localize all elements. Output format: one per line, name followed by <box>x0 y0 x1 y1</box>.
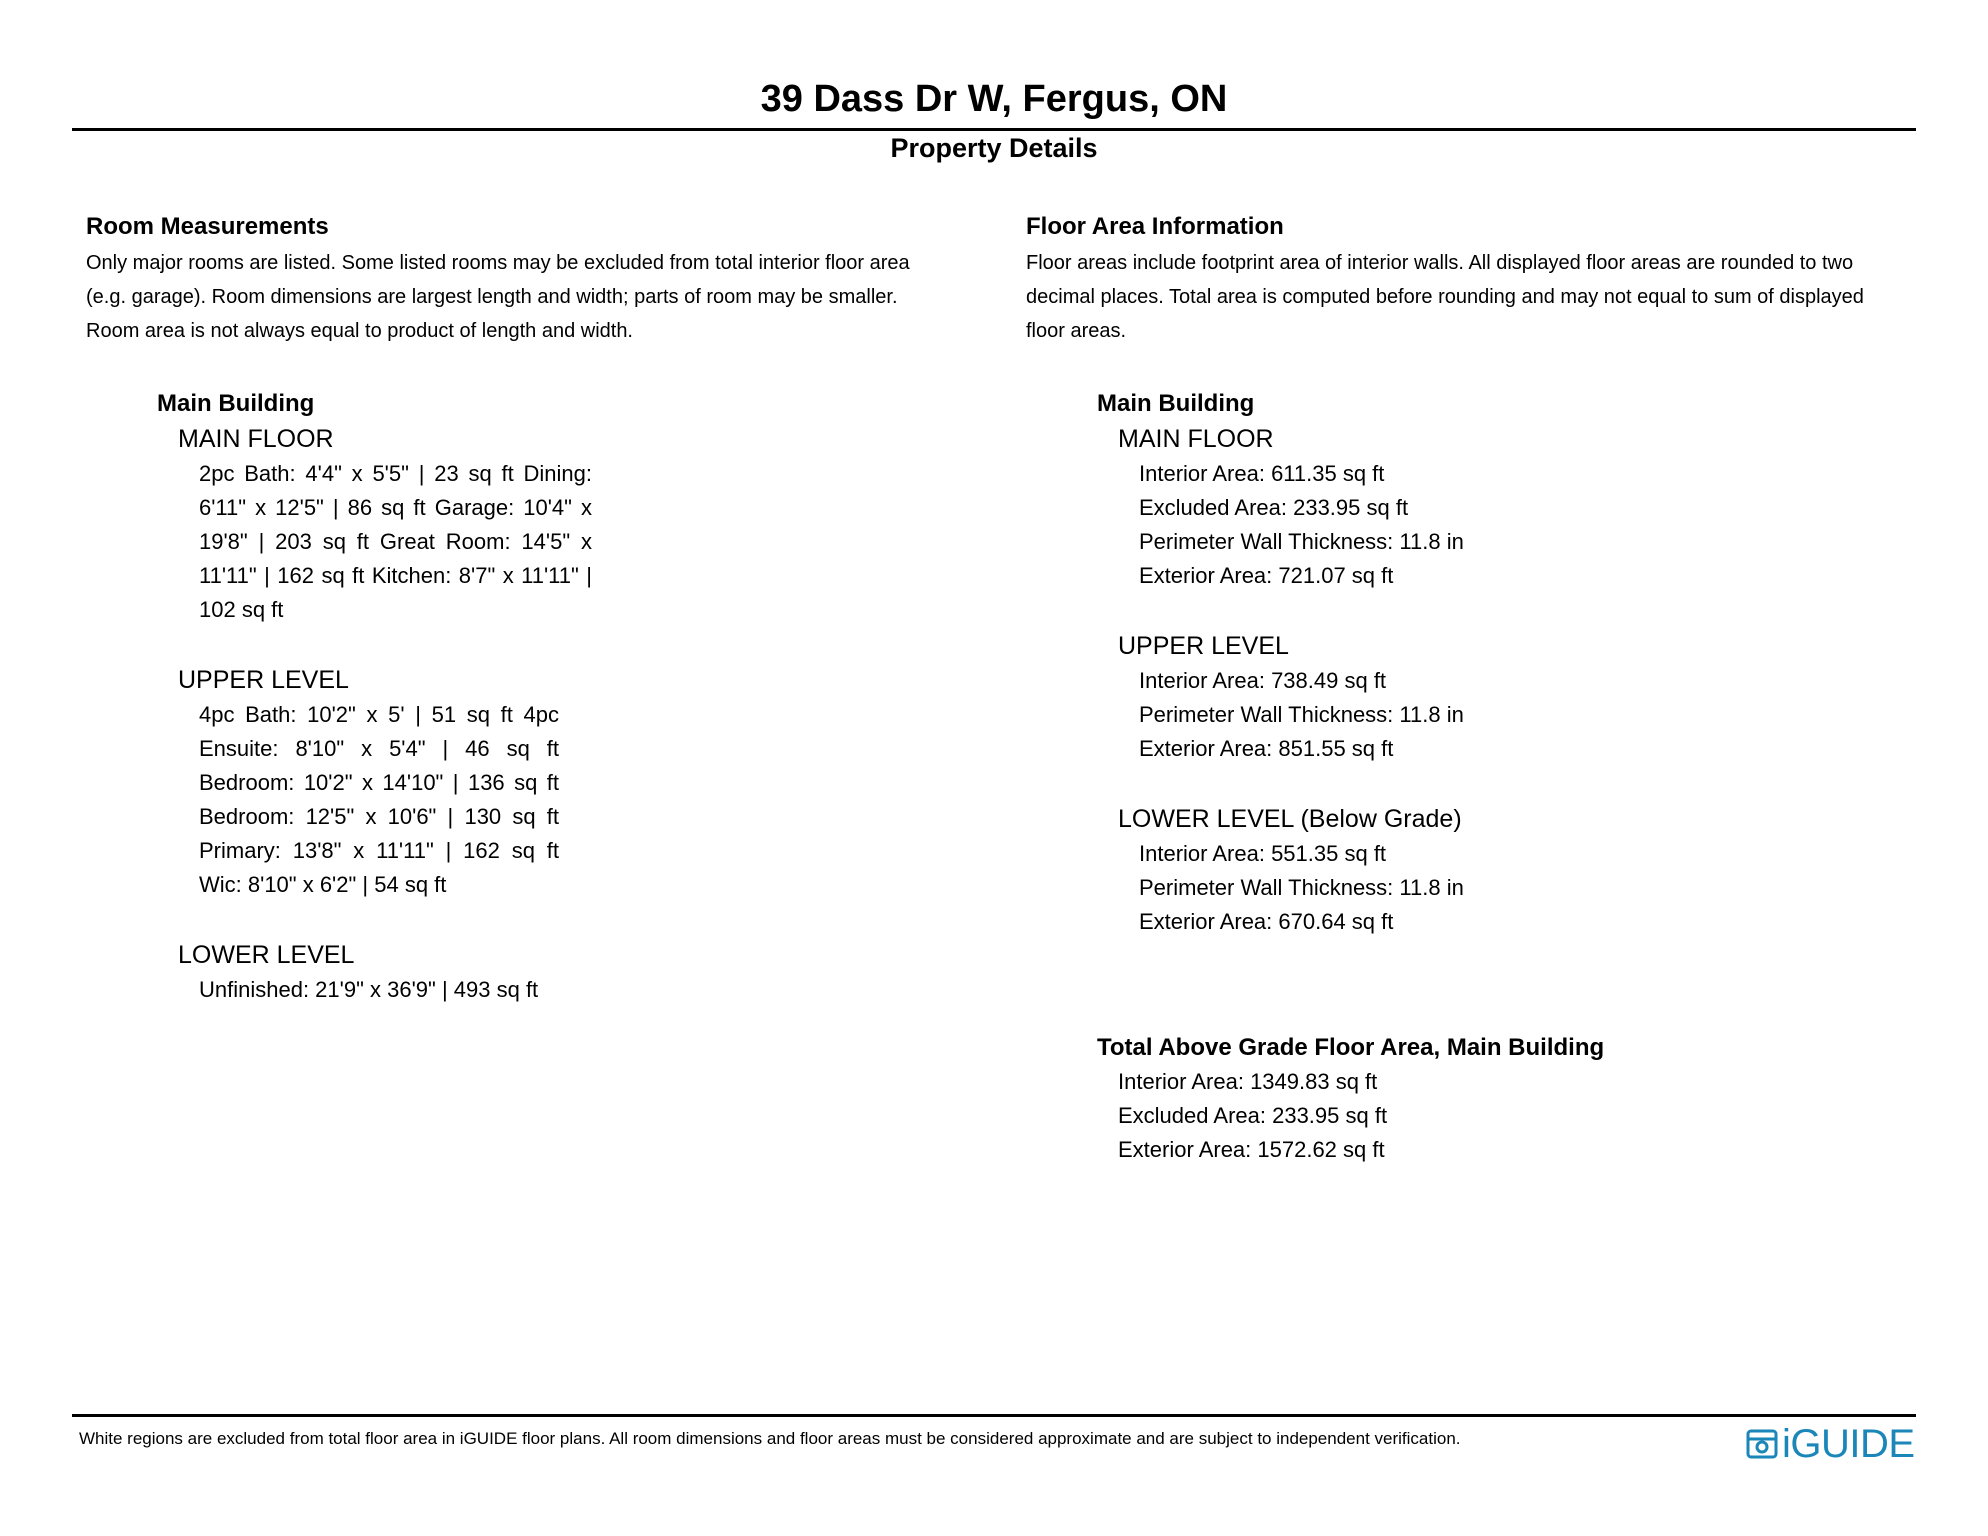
level-heading: UPPER LEVEL <box>1118 632 1289 660</box>
room-entry: Kitchen: 8'7" x 11'11" | 102 sq ft <box>199 563 592 622</box>
area-line: Perimeter Wall Thickness: 11.8 in <box>1139 702 1464 727</box>
page-title: 39 Dass Dr W, Fergus, ON <box>760 78 1228 120</box>
floor-area-section <box>1026 212 1946 348</box>
level-lower-level <box>178 939 599 1007</box>
description-line: Only major rooms are listed. Some listed rooms may be excluded from total interior floor area <box>86 252 910 274</box>
area-line: Interior Area: 551.35 sq ft <box>1139 841 1387 866</box>
room-entry: 2pc Bath: 4'4" x 5'5" | 23 sq ft <box>199 461 514 486</box>
room-entry: Bedroom: 10'2" x 14'10" | 136 sq ft <box>199 770 559 795</box>
logo-text: iGUIDE <box>1782 1422 1915 1466</box>
area-line: Excluded Area: 233.95 sq ft <box>1139 495 1409 520</box>
level-heading: MAIN FLOOR <box>1118 425 1274 453</box>
floor-area-description <box>1026 246 1946 348</box>
level-upper-level <box>178 664 599 902</box>
room-entry: Unfinished: 21'9" x 36'9" | 493 sq ft <box>199 977 539 1002</box>
area-line: Interior Area: 738.49 sq ft <box>1139 668 1387 693</box>
total-area-heading: Total Above Grade Floor Area, Main Building <box>1097 1034 1605 1061</box>
room-measurements-section <box>86 212 1006 348</box>
building-heading: Main Building <box>1097 390 1255 417</box>
level-heading: MAIN FLOOR <box>178 425 334 453</box>
level-heading: LOWER LEVEL (Below Grade) <box>1118 805 1462 833</box>
level-main-floor <box>178 423 599 627</box>
room-entry: 4pc Ensuite: 8'10" x 5'4" | 46 sq ft <box>199 702 559 761</box>
area-line: Perimeter Wall Thickness: 11.8 in <box>1139 529 1464 554</box>
area-line: Excluded Area: 233.95 sq ft <box>1118 1103 1388 1128</box>
room-measurements-heading: Room Measurements <box>86 213 329 240</box>
header-divider <box>72 128 1916 131</box>
area-line: Exterior Area: 851.55 sq ft <box>1139 736 1394 761</box>
floor-area-heading: Floor Area Information <box>1026 213 1284 240</box>
area-line: Perimeter Wall Thickness: 11.8 in <box>1139 875 1464 900</box>
room-building-block <box>157 389 599 1007</box>
area-line: Interior Area: 1349.83 sq ft <box>1118 1069 1378 1094</box>
room-entry: Bedroom: 12'5" x 10'6" | 130 sq ft <box>199 804 559 829</box>
room-entry: 4pc Bath: 10'2" x 5' | 51 sq ft <box>199 702 513 727</box>
area-lines <box>1139 457 1464 593</box>
area-lines <box>1139 664 1464 766</box>
room-entry: Great Room: 14'5" x 11'11" | 162 sq ft <box>199 529 592 588</box>
description-line: Floor areas include footprint area of interior walls. All displayed floor areas are rounded to two <box>1026 252 1854 274</box>
room-measurements-description <box>86 246 1006 348</box>
room-entry: Dining: 6'11" x 12'5" | 86 sq ft <box>199 461 592 520</box>
description-line: Room area is not always equal to product of length and width. <box>86 320 633 342</box>
description-line: floor areas. <box>1026 320 1127 342</box>
area-line: Interior Area: 611.35 sq ft <box>1139 461 1385 486</box>
area-line: Exterior Area: 670.64 sq ft <box>1139 909 1394 934</box>
footer-divider <box>72 1414 1916 1417</box>
footer-disclaimer: White regions are excluded from total floor area in iGUIDE floor plans. All room dimensions and floor areas must be considered approximate and are subject to independent verification. <box>79 1429 1461 1448</box>
room-entry: Wic: 8'10" x 6'2" | 54 sq ft <box>199 872 447 897</box>
description-line: decimal places. Total area is computed before rounding and may not equal to sum of displayed <box>1026 286 1864 308</box>
level-heading: UPPER LEVEL <box>178 666 349 694</box>
area-level-main-floor <box>1118 423 1464 593</box>
room-entry: Garage: 10'4" x 19'8" | 203 sq ft <box>199 495 592 554</box>
camera-box-icon <box>1746 1428 1778 1460</box>
area-line: Exterior Area: 1572.62 sq ft <box>1118 1137 1385 1162</box>
area-level-upper-level <box>1118 630 1464 766</box>
building-heading: Main Building <box>157 390 315 417</box>
area-line: Exterior Area: 721.07 sq ft <box>1139 563 1394 588</box>
room-entry: Primary: 13'8" x 11'11" | 162 sq ft <box>199 838 559 863</box>
room-list <box>199 973 599 1007</box>
total-area-block <box>1097 1033 1604 1167</box>
area-level-lower-level <box>1118 803 1464 939</box>
description-line: (e.g. garage). Room dimensions are largest length and width; parts of room may be smaller. <box>86 286 898 308</box>
area-lines <box>1139 837 1464 939</box>
level-heading: LOWER LEVEL <box>178 941 355 969</box>
floor-area-building-block <box>1097 389 1464 939</box>
iguide-logo <box>1746 1422 1915 1466</box>
page-subtitle: Property Details <box>890 133 1098 163</box>
room-list <box>199 457 592 627</box>
total-area-lines <box>1118 1065 1604 1167</box>
room-list <box>199 698 559 902</box>
